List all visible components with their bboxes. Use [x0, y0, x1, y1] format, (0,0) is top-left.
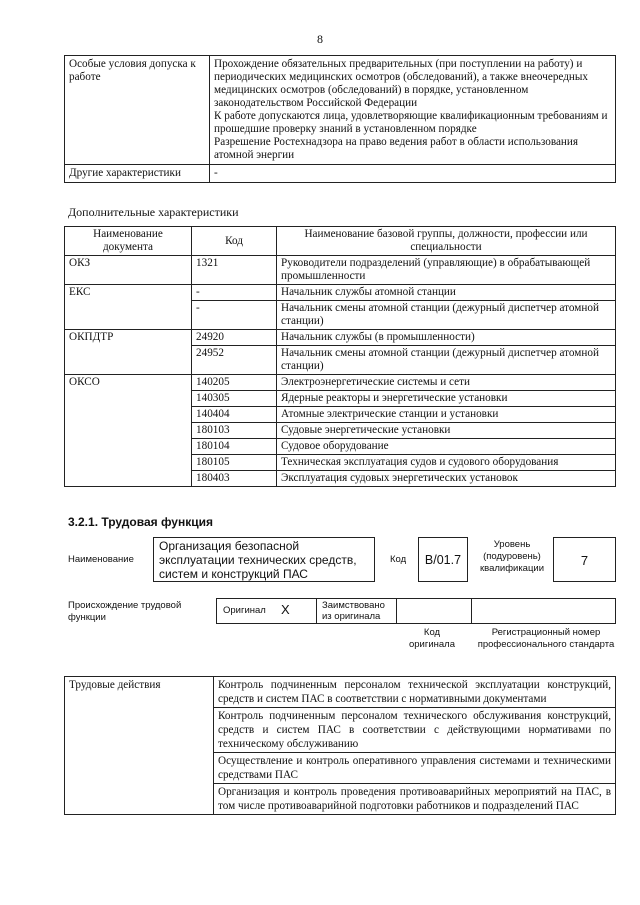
cell-doc [65, 439, 192, 455]
cell-name: Судовое оборудование [277, 439, 616, 455]
header-document: Наименование документа [65, 227, 192, 256]
conditions-label: Особые условия допуска к работе [65, 56, 210, 165]
cell-doc [65, 455, 192, 471]
cell-name: Начальник смены атомной станции (дежурный диспетчер атомной станции) [277, 301, 616, 330]
code-label: Код [390, 554, 407, 565]
header-code: Код [192, 227, 277, 256]
labour-action-item: Осуществление и контроль оперативного управления системами и техническими средствами ПАС [214, 753, 616, 784]
table-row [65, 285, 616, 301]
cell-name: Начальник смены атомной станции (дежурный диспетчер атомной станции) [277, 346, 616, 375]
original-code-cell [397, 599, 472, 623]
cell-name: Руководители подразделений (управляющие) в обрабатывающей промышленности [277, 256, 616, 285]
borrowed-label: Заимствовано из оригинала [322, 600, 385, 622]
conditions-value [210, 56, 616, 165]
cell-code: 180403 [192, 471, 277, 487]
other-characteristics-value: - [210, 165, 616, 183]
table-row [65, 346, 616, 375]
labour-actions-label: Трудовые действия [65, 677, 214, 815]
original-label: Оригинал [223, 605, 266, 616]
other-characteristics-label: Другие характеристики [65, 165, 210, 183]
labour-action-item: Контроль подчиненным персоналом технической эксплуатации конструкций, средств и систем ПАС в соответствии с нормативными документами [214, 677, 616, 708]
cell-code: 140404 [192, 407, 277, 423]
table-row [65, 375, 616, 391]
table-row [65, 423, 616, 439]
cell-doc: ОКСО [65, 375, 192, 391]
original-mark: X [281, 602, 290, 617]
name-label: Наименование [68, 554, 134, 565]
table-row [65, 165, 616, 183]
original-cell [217, 599, 317, 623]
table-row [65, 391, 616, 407]
code-original-caption: Код оригинала [408, 627, 455, 650]
cell-code: 180103 [192, 423, 277, 439]
level-label: Уровень (подуровень) квалификации [479, 539, 545, 574]
borrowed-cell [317, 599, 397, 623]
origin-row [216, 598, 616, 624]
cell-doc: ОКПДТР [65, 330, 192, 346]
cell-name: Начальник службы атомной станции [277, 285, 616, 301]
table-row [65, 256, 616, 285]
cell-name: Судовые энергетические установки [277, 423, 616, 439]
cell-doc [65, 407, 192, 423]
cell-code: - [192, 285, 277, 301]
table-row [65, 439, 616, 455]
cell-code: 24920 [192, 330, 277, 346]
table-row [65, 301, 616, 330]
table-header-row [65, 227, 616, 256]
page-number: 8 [317, 32, 323, 46]
cell-name: Техническая эксплуатация судов и судового оборудования [277, 455, 616, 471]
table-row [65, 407, 616, 423]
cell-code: - [192, 301, 277, 330]
conditions-line: Разрешение Ростехнадзора на право ведения работ в области использования атомной энергии [214, 136, 579, 161]
table-row [65, 455, 616, 471]
cell-doc [65, 301, 192, 330]
function-code-value: B/01.7 [418, 537, 468, 582]
conditions-line: К работе допускаются лица, удовлетворяющие квалификационным требованиям и прошедшие проверку знаний в установленном порядке [214, 110, 608, 135]
labour-action-item: Контроль подчиненным персоналом технического обслуживания конструкций, средств и систем ПАС в соответствии с действующими нормативами по техническому обслуживанию [214, 708, 616, 753]
cell-doc: ЕКС [65, 285, 192, 301]
function-name-value: Организация безопасной эксплуатации технических средств, систем и конструкций ПАС [153, 537, 375, 582]
level-value: 7 [553, 537, 616, 582]
origin-label: Происхождение трудовой функции [68, 600, 182, 623]
labour-action-item: Организация и контроль проведения противоаварийных мероприятий на ПАС, в том числе противоаварийной подготовки работников и подразделений ПАС [214, 784, 616, 815]
cell-code: 140205 [192, 375, 277, 391]
cell-doc [65, 391, 192, 407]
cell-name: Ядерные реакторы и энергетические установки [277, 391, 616, 407]
cell-code: 180104 [192, 439, 277, 455]
cell-name: Атомные электрические станции и установки [277, 407, 616, 423]
cell-doc [65, 423, 192, 439]
cell-doc [65, 346, 192, 375]
cell-code: 1321 [192, 256, 277, 285]
table-row [65, 677, 616, 708]
header-name: Наименование базовой группы, должности, профессии или специальности [277, 227, 616, 256]
table-row [65, 330, 616, 346]
conditions-line: Прохождение обязательных предварительных (при поступлении на работу) и периодических медицинских осмотров (обследований), а также внеочередных медицинских осмотров (обследований) в порядке, установленном законодательством Российской Федерации [214, 58, 589, 109]
cell-name: Начальник службы (в промышленности) [277, 330, 616, 346]
labour-actions-table [64, 676, 616, 815]
cell-code: 24952 [192, 346, 277, 375]
cell-doc: ОКЗ [65, 256, 192, 285]
table-row [65, 56, 616, 165]
cell-code: 180105 [192, 455, 277, 471]
conditions-table [64, 55, 616, 183]
reg-number-caption: Регистрационный номер профессионального стандарта [477, 627, 615, 650]
additional-characteristics-title: Дополнительные характеристики [68, 205, 239, 219]
cell-code: 140305 [192, 391, 277, 407]
table-row [65, 471, 616, 487]
cell-doc [65, 471, 192, 487]
additional-characteristics-table [64, 226, 616, 487]
cell-name: Электроэнергетические системы и сети [277, 375, 616, 391]
section-title: 3.2.1. Трудовая функция [68, 515, 213, 529]
cell-name: Эксплуатация судовых энергетических установок [277, 471, 616, 487]
